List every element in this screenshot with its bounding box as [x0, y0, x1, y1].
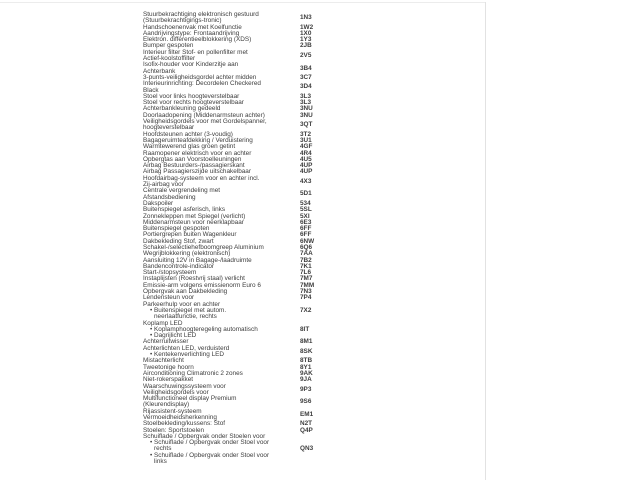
equipment-code: 7X2 [300, 306, 312, 314]
equipment-description-line: Buitenspiegel gespoten [143, 225, 210, 233]
equipment-description-line: Portiergrepen buiten Wagenkleur [143, 231, 237, 239]
equipment-description-line: 3-punts-veiligheidsgordel achter midden [143, 73, 257, 81]
equipment-description-line: Achterbank [143, 67, 176, 75]
equipment-description-line: Wegrijblokkering (elektronisch) [143, 250, 231, 258]
equipment-description-line: Hoofdsteunen achter (3-voudig) [143, 130, 233, 138]
equipment-description-line: • Koplamphoogteregeling automatisch [150, 325, 258, 333]
equipment-description [143, 119, 300, 132]
equipment-code: 9JA [300, 376, 312, 384]
equipment-code: 3L3 [300, 99, 312, 107]
equipment-description-line: Emissie-arm volgens emissienorm Euro 6 [143, 281, 261, 289]
equipment-code: QN3 [300, 445, 314, 453]
equipment-description-line: Aandrijvingstype: Frontaandrijving [143, 29, 240, 37]
equipment-code: 7P4 [300, 294, 312, 302]
equipment-description-line: (Kleurendisplay) [143, 401, 190, 409]
equipment-description-line: Stuurbekrachtiging elektronisch gestuurd [143, 11, 259, 18]
equipment-code: 5SL [300, 206, 312, 214]
equipment-code: 3NU [300, 105, 313, 113]
equipment-code: 6NW [300, 237, 315, 245]
equipment-code: 7M7 [300, 275, 313, 283]
equipment-description-line: Opbergvak aan Dakbekleding [143, 288, 228, 296]
equipment-description-line: Middenarmsteun voor neerklapbaar [143, 218, 244, 226]
equipment-description-line: • Dagrijlicht LED [150, 332, 197, 340]
equipment-code: 9S6 [300, 398, 312, 406]
equipment-description-line: Stoelbekleding/kussens: Stof [143, 420, 226, 428]
equipment-description-line: Airbag Bestuurders-/passagierskant [143, 162, 245, 170]
equipment-code: 4U5 [300, 155, 312, 163]
page-top-edge [0, 2, 486, 3]
equipment-description-line: neerlaatfunctie, rechts [154, 313, 217, 321]
equipment-description-line: hoogteverstelbaar [143, 124, 195, 132]
equipment-description [143, 81, 300, 94]
equipment-code: 4X3 [300, 177, 312, 185]
equipment-code: 8Y1 [300, 363, 312, 371]
equipment-description-line: Achterlichten LED, verduisterd [143, 344, 230, 352]
equipment-description [143, 434, 300, 465]
equipment-description-line: Afstandsbediening [143, 193, 196, 201]
equipment-description-line: Waarschuwingssysteem voor [143, 382, 226, 390]
equipment-row [143, 396, 320, 409]
equipment-description-line: Lendensteun voor [143, 294, 195, 302]
equipment-code: 2V5 [300, 51, 312, 59]
equipment-description-line: Zij-airbag voor [143, 181, 184, 189]
equipment-description-line: Raamopener elektrisch voor en achter [143, 149, 252, 157]
equipment-description-line: rechts [154, 445, 172, 453]
equipment-description-line: Stoelen: Sportstoelen [143, 426, 205, 434]
equipment-description-line: Interieurinrichting: Decordelen Checkered [143, 80, 261, 88]
equipment-description-line: Opbergtas aan Voorstoelleuningen [143, 155, 242, 163]
equipment-code: 7AA [300, 250, 313, 258]
equipment-description-line: Bandencontrole-indicator [143, 262, 215, 270]
equipment-description-line: Buitenspiegel asferisch, links [143, 206, 226, 214]
equipment-row [143, 119, 320, 132]
equipment-description [143, 12, 300, 25]
equipment-code: 7MM [300, 281, 315, 289]
equipment-description-line: Isofix-houder voor Kinderzitje aan [143, 61, 239, 69]
equipment-row [143, 81, 320, 94]
equipment-description-line: Black [143, 86, 159, 94]
equipment-code: 8SK [300, 347, 313, 355]
equipment-code: 1N3 [300, 14, 312, 22]
equipment-code: 8TB [300, 357, 313, 365]
equipment-code: 1Y3 [300, 36, 312, 44]
equipment-description-line: • Schuiflade / Opbergvak onder Stoel voor [150, 451, 270, 459]
equipment-code: 9AK [300, 369, 313, 377]
equipment-description-line: Aansluiting 12V in Bagage-/laadruimte [143, 256, 252, 264]
equipment-description-line: Stoel voor rechts hoogteverstelbaar [143, 99, 244, 107]
equipment-code: 3L3 [300, 92, 312, 100]
equipment-code: 3C7 [300, 73, 312, 81]
equipment-code: 7K1 [300, 262, 312, 270]
equipment-description-line: Instaplijsten (Roestvrij staal) verlicht [143, 275, 245, 283]
equipment-row [143, 321, 320, 340]
equipment-row [143, 302, 320, 321]
equipment-code: 534 [300, 199, 311, 207]
equipment-description-line: Zonnekleppen met Spiegel (verlicht) [143, 212, 246, 220]
equipment-row [143, 12, 320, 25]
equipment-description-line: Achterruitwisser [143, 338, 189, 346]
equipment-code: 4R4 [300, 149, 312, 157]
equipment-code: 7N3 [300, 288, 312, 296]
equipment-code: 2JB [300, 42, 312, 50]
equipment-description-line: Bagageruimteafdekking / Verduistering [143, 136, 253, 144]
equipment-code: 3NU [300, 111, 313, 119]
equipment-code: 6FF [300, 225, 312, 233]
equipment-list [143, 12, 320, 465]
equipment-code: EM1 [300, 410, 314, 418]
equipment-code: 8IT [300, 325, 310, 333]
equipment-code: 7L6 [300, 269, 312, 277]
equipment-description-line: (Stuurbekrachtigings-tronic) [143, 17, 222, 25]
equipment-description [143, 396, 300, 409]
equipment-code: 6E3 [300, 218, 312, 226]
equipment-description-line: links [154, 458, 167, 466]
equipment-code: 7B2 [300, 256, 312, 264]
equipment-code: N2T [300, 420, 313, 428]
equipment-description-line: Vermoeidheidsherkenning [143, 414, 217, 421]
equipment-description-line: • Buitenspiegel met autom. [150, 306, 227, 314]
equipment-description-line: Dakspoiler [143, 199, 174, 207]
equipment-description-line: Interieur filter Stof- en pollenfilter met [143, 48, 248, 56]
equipment-code: 6Q6 [300, 243, 313, 251]
equipment-description-line: • Schuiflade / Opbergvak onder Stoel voor [150, 439, 270, 447]
equipment-code: 3T2 [300, 130, 312, 138]
equipment-description-line: Airconditioning Climatronic 2 zones [143, 369, 243, 377]
equipment-code: 4UP [300, 162, 313, 170]
equipment-description-line: Achterbankleuning gedeeld [143, 105, 221, 113]
equipment-code: 5D1 [300, 190, 312, 198]
equipment-code: Q4P [300, 426, 313, 434]
equipment-code: 4GF [300, 143, 313, 151]
equipment-description-line: Start-/stopsysteem [143, 269, 197, 277]
equipment-code: 3D4 [300, 83, 312, 91]
page-right-edge [485, 2, 486, 480]
equipment-description-line: Centrale vergrendeling met [143, 187, 221, 195]
equipment-description-line: Veiligheidsgordels voor met Gordelspanner, [143, 118, 267, 126]
equipment-description-line: Airbag Passagierszijde uitschakelbaar [143, 168, 251, 176]
equipment-description [143, 321, 300, 340]
equipment-description-line: Doorlaadopening (Middenarmsteun achter) [143, 111, 265, 119]
equipment-description-line: Dakbekleding Stof, zwart [143, 237, 214, 245]
equipment-description-line: Parkeerhulp voor en achter [143, 300, 221, 308]
equipment-code: 3B4 [300, 64, 312, 72]
equipment-description-line: Schakel-/selectiehefboomgreep Aluminium [143, 243, 264, 251]
equipment-description-line: Rijassistent-systeem [143, 407, 202, 415]
equipment-code: 9P3 [300, 385, 312, 393]
equipment-description-line: Actief-koolstoffilter [143, 55, 196, 63]
equipment-description-line: Elektron. differentieelblokkering (XDS) [143, 36, 252, 44]
equipment-code: 1W2 [300, 23, 314, 31]
equipment-code: 4UP [300, 168, 313, 176]
equipment-description-line: Warmtewerend glas groen getint [143, 143, 236, 151]
equipment-description-line: Handschoenenvak met Koelfunctie [143, 23, 242, 31]
equipment-code: 8M1 [300, 338, 313, 346]
equipment-code: 1X0 [300, 29, 312, 37]
equipment-description-line: • Kentekenverlichting LED [150, 351, 224, 359]
equipment-row [143, 434, 320, 465]
equipment-description-line: Stoel voor links hoogteverstelbaar [143, 92, 240, 100]
equipment-description-line: Hoofdairbag-systeem voor en achter incl. [143, 174, 260, 182]
equipment-description-line: Schuiflade / Opbergvak onder Stoelen voor [143, 432, 266, 440]
equipment-description-line: Mistachterlicht [143, 357, 184, 365]
equipment-code: 5XI [300, 212, 310, 220]
equipment-code: 6FF [300, 231, 312, 239]
equipment-description [143, 302, 300, 321]
equipment-description-line: Veiligheidsgordels voor [143, 388, 209, 396]
equipment-description-line: Niet-rokerspakket [143, 376, 194, 384]
equipment-description-line: Tweetonige hoorn [143, 363, 194, 371]
equipment-code: 3U1 [300, 136, 312, 144]
equipment-description-line: Bumper gespoten [143, 42, 194, 50]
equipment-description-line: Koplamp LED [143, 319, 183, 327]
equipment-code: 3QT [300, 121, 313, 129]
equipment-description-line: Multifunctioneel display Premium [143, 395, 237, 403]
